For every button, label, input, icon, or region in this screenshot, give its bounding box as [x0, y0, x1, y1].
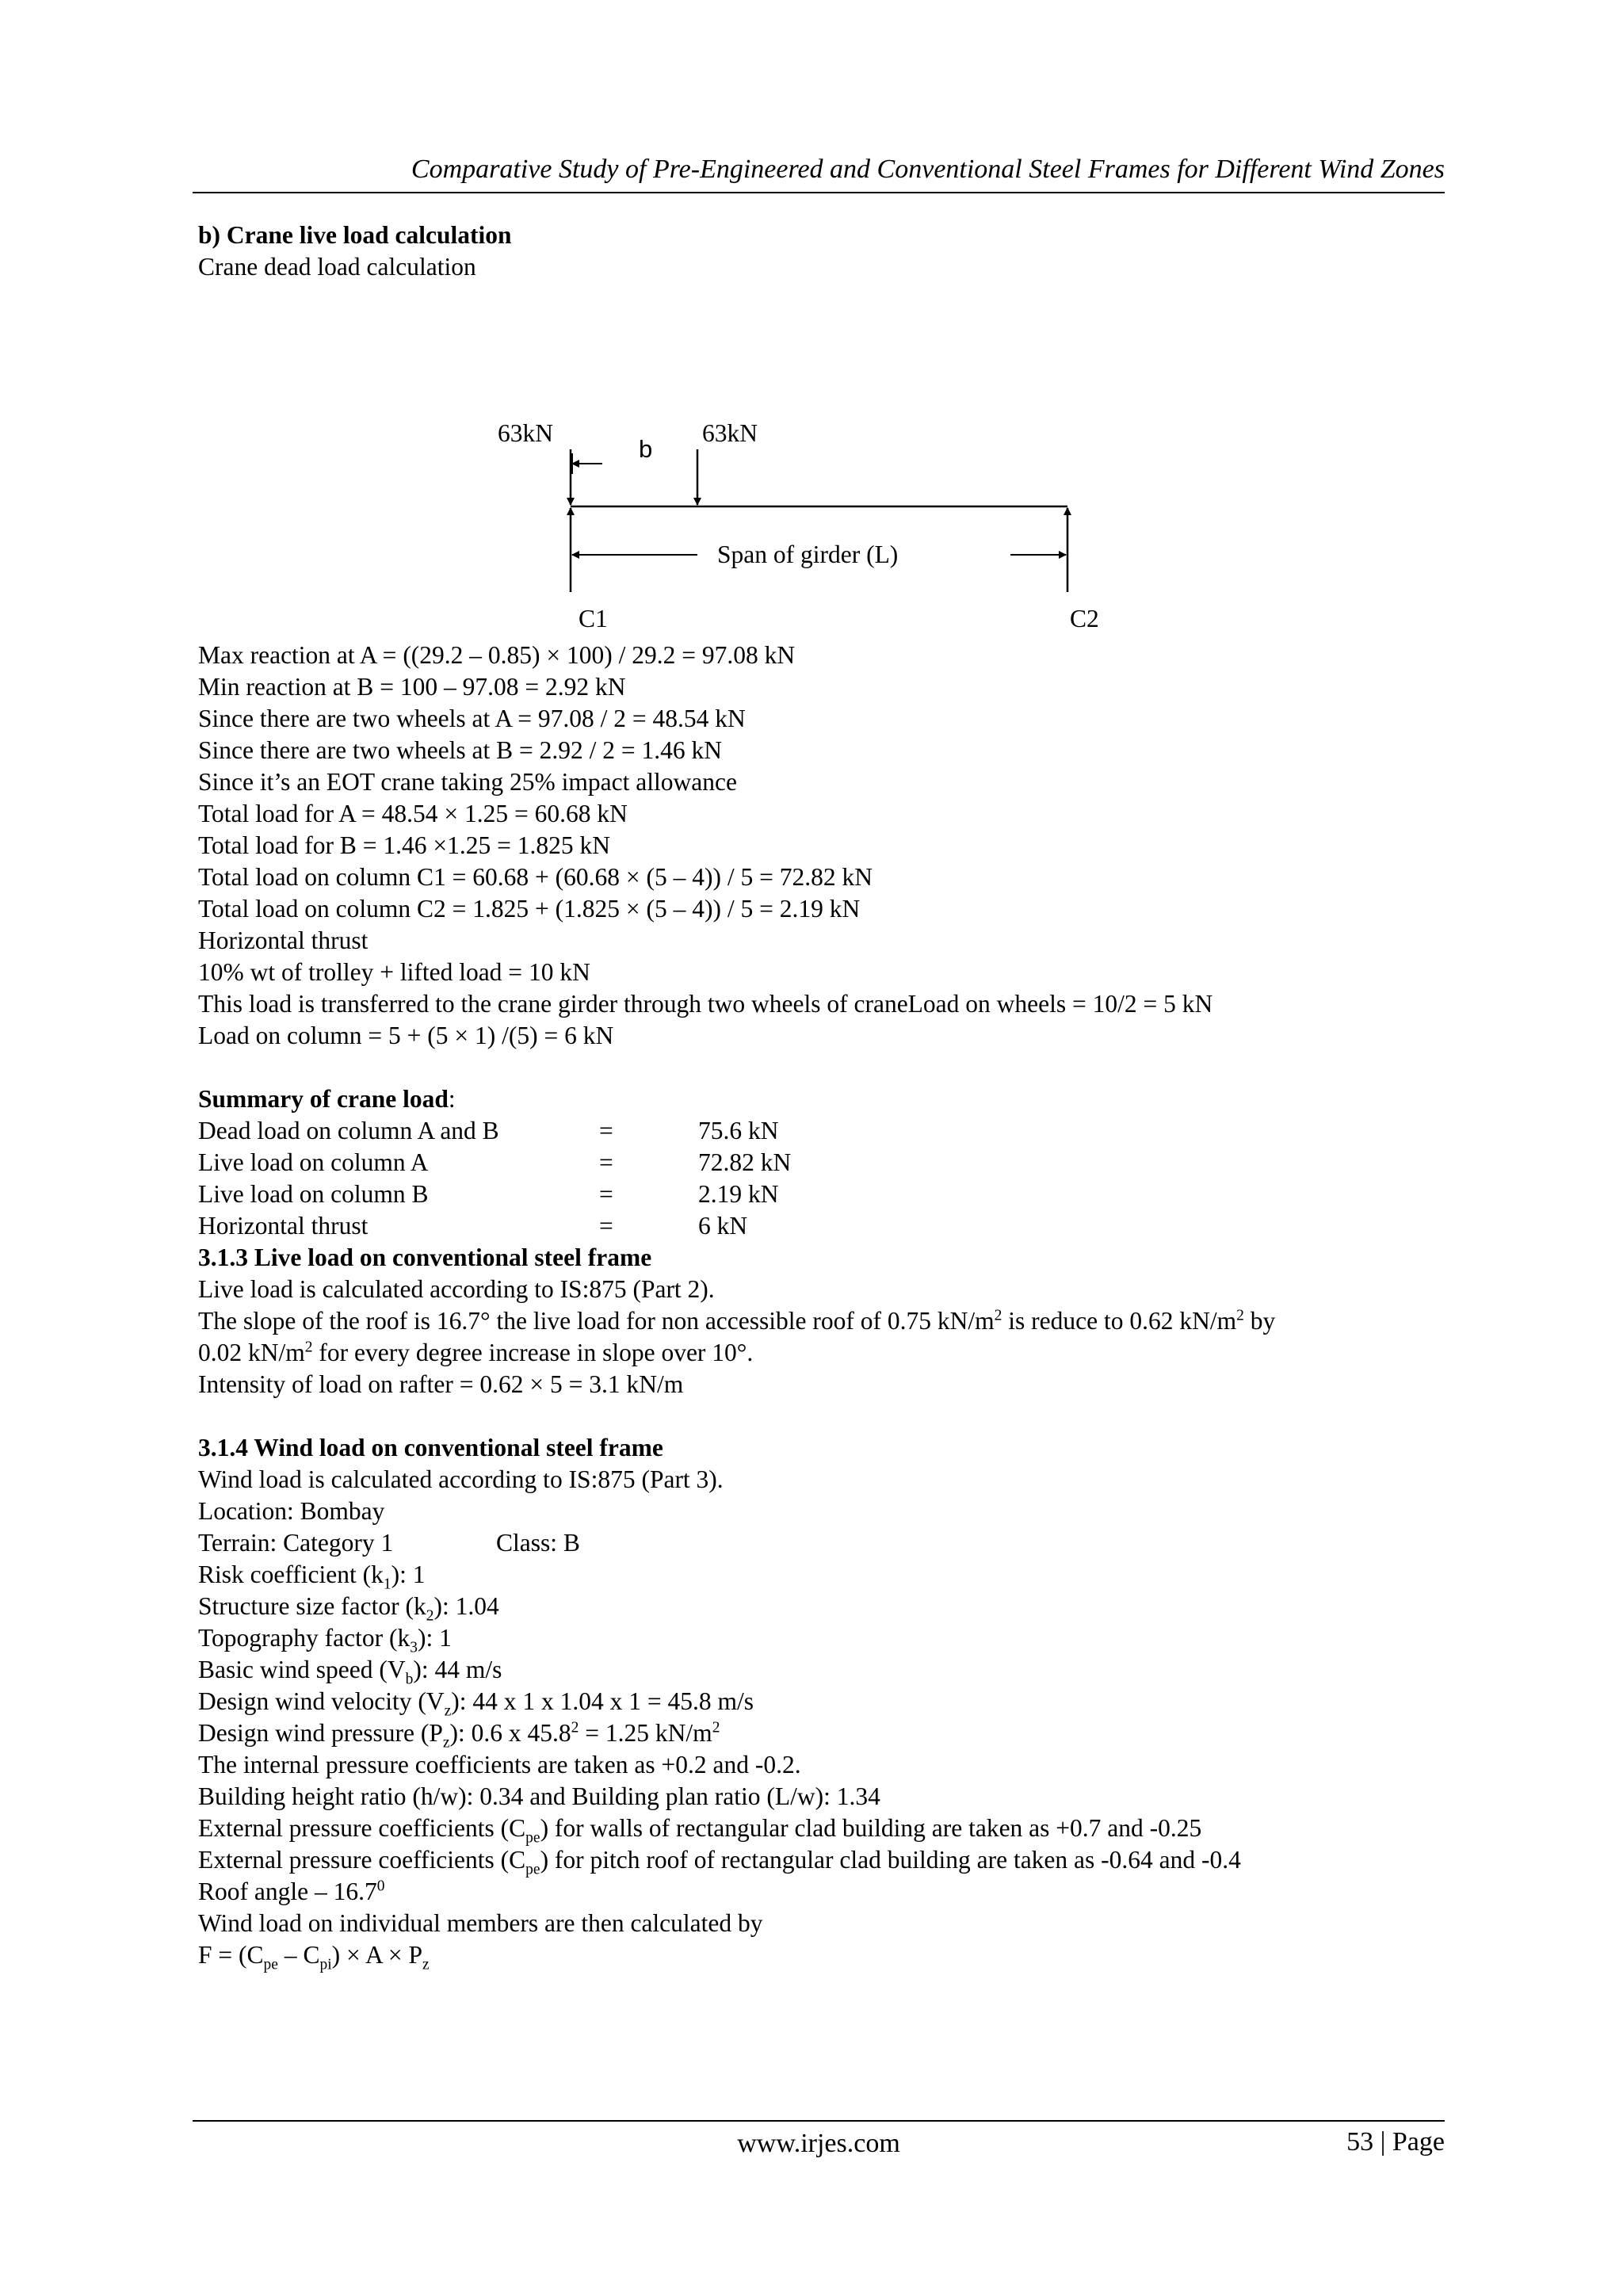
footer-url[interactable]: www.irjes.com — [737, 2129, 900, 2158]
crane-girder-diagram — [198, 283, 1434, 640]
span-label: Span of girder (L) — [717, 541, 899, 568]
page-number: 53 | Page — [1346, 2127, 1445, 2157]
paragraph-line: Building height ratio (h/w): 0.34 and Building plan ratio (L/w): 1.34 — [198, 1782, 880, 1810]
calc-line: Load on column = 5 + (5 × 1) /(5) = 6 kN — [198, 1022, 614, 1049]
summary-row: Horizontal thrust = 6 kN — [198, 1212, 748, 1240]
calc-line: Total load for B = 1.46 ×1.25 = 1.825 kN — [198, 831, 611, 859]
calc-line: Min reaction at B = 100 – 97.08 = 2.92 kN — [198, 673, 626, 701]
calc-line: Since there are two wheels at A = 97.08 / 2 = 48.54 kN — [198, 705, 746, 732]
paragraph-line: Live load is calculated according to IS:875 (Part 2). — [198, 1275, 715, 1303]
terrain-row: Terrain: Category 1 Class: B — [198, 1529, 580, 1557]
paragraph-line: Wind load on individual members are then calculated by — [198, 1909, 763, 1937]
section-heading-crane: b) Crane live load calculation — [198, 221, 512, 249]
support-label-c2: C2 — [1070, 605, 1099, 632]
paragraph-line: Wind load is calculated according to IS:875 (Part 3). — [198, 1465, 724, 1493]
summary-heading: Summary of crane load: — [198, 1085, 456, 1113]
calc-line: This load is transferred to the crane girder through two wheels of craneLoad on wheels = 10/2 = 5 kN — [198, 990, 1213, 1018]
dimension-label-b: b — [639, 435, 653, 463]
running-title: Comparative Study of Pre-Engineered and Conventional Steel Frames for Different Wind Zones — [411, 155, 1445, 184]
paragraph-line: 0.02 $kN/m^2$ for every degree increase in slope over 10°. — [198, 1339, 754, 1366]
section-heading-wind-load: 3.1.4 Wind load on conventional steel frame — [198, 1434, 663, 1461]
calc-line: Since it’s an EOT crane taking 25% impact allowance — [198, 768, 737, 796]
support-label-c1: C1 — [579, 605, 608, 632]
section-heading-live-load: 3.1.3 Live load on conventional steel frame — [198, 1244, 652, 1271]
page-header — [193, 152, 1445, 193]
formula-line: $F = (C_{pe} - C_{pi}) \times A \times P_z$ — [198, 1941, 430, 1973]
crane-girder-svg — [198, 283, 1434, 640]
paragraph-line: Topography factor $(k_3)$: 1 — [198, 1624, 452, 1656]
calc-line: Total load for A = 48.54 × 1.25 = 60.68 kN — [198, 800, 628, 827]
calc-line: Horizontal thrust — [198, 926, 369, 954]
paragraph-line: Intensity of load on rafter = 0.62 × 5 = 3.1 kN/m — [198, 1370, 684, 1398]
calc-line: Max reaction at A = ((29.2 – 0.85) × 100) / 29.2 = 97.08 kN — [198, 641, 796, 669]
section-subheading: Crane dead load calculation — [198, 253, 476, 281]
paragraph-line: Design wind velocity $(V_z)$: 44 x 1 x 1.04 x 1 = 45.8 m/s — [198, 1687, 754, 1720]
calc-line: 10% wt of trolley + lifted load = 10 kN — [198, 958, 590, 986]
paragraph-line: Location: Bombay — [198, 1497, 385, 1525]
paragraph-line: Basic wind speed $(V_b)$: 44 m/s — [198, 1656, 502, 1688]
summary-row: Live load on column B = 2.19 kN — [198, 1180, 779, 1208]
paragraph-line: Structure size factor $(k_2)$: 1.04 — [198, 1592, 499, 1625]
summary-row: Dead load on column A and B = 75.6 kN — [198, 1117, 779, 1144]
page-content — [198, 220, 1434, 1971]
paragraph-line: Roof angle – 16.7$^0$ — [198, 1878, 385, 1905]
paragraph-line: The slope of the roof is 16.7° the live load for non accessible roof of 0.75 $kN/m^2$ is reduce to 0.62 $kN/m^2$ by — [198, 1307, 1276, 1335]
load-label-right: 63kN — [702, 419, 758, 447]
calc-line: Total load on column C1 = 60.68 + (60.68 × (5 – 4)) / 5 = 72.82 kN — [198, 863, 873, 891]
calc-line: Total load on column C2 = 1.825 + (1.825 × (5 – 4)) / 5 = 2.19 kN — [198, 895, 861, 923]
calc-line: Since there are two wheels at B = 2.92 / 2 = 1.46 kN — [198, 736, 723, 764]
paragraph-line: Design wind pressure $(P_z)$: 0.6 x $45.8^2 = 1.25$ $kN/m^2$ — [198, 1719, 720, 1752]
paragraph-line: Risk coefficient $(k_1)$: 1 — [198, 1561, 426, 1593]
page-footer — [193, 2120, 1445, 2160]
summary-row: Live load on column A = 72.82 kN — [198, 1148, 792, 1176]
paragraph-line: The internal pressure coefficients are taken as +0.2 and -0.2. — [198, 1751, 801, 1778]
paragraph-line: External pressure coefficients $(C_{pe})$ for walls of rectangular clad building are taken as +0.7 and -0.25 — [198, 1814, 1202, 1847]
load-label-left: 63kN — [498, 419, 553, 447]
paragraph-line: External pressure coefficients $(C_{pe})$ for pitch roof of rectangular clad building are taken as -0.64 and -0.4 — [198, 1846, 1241, 1878]
